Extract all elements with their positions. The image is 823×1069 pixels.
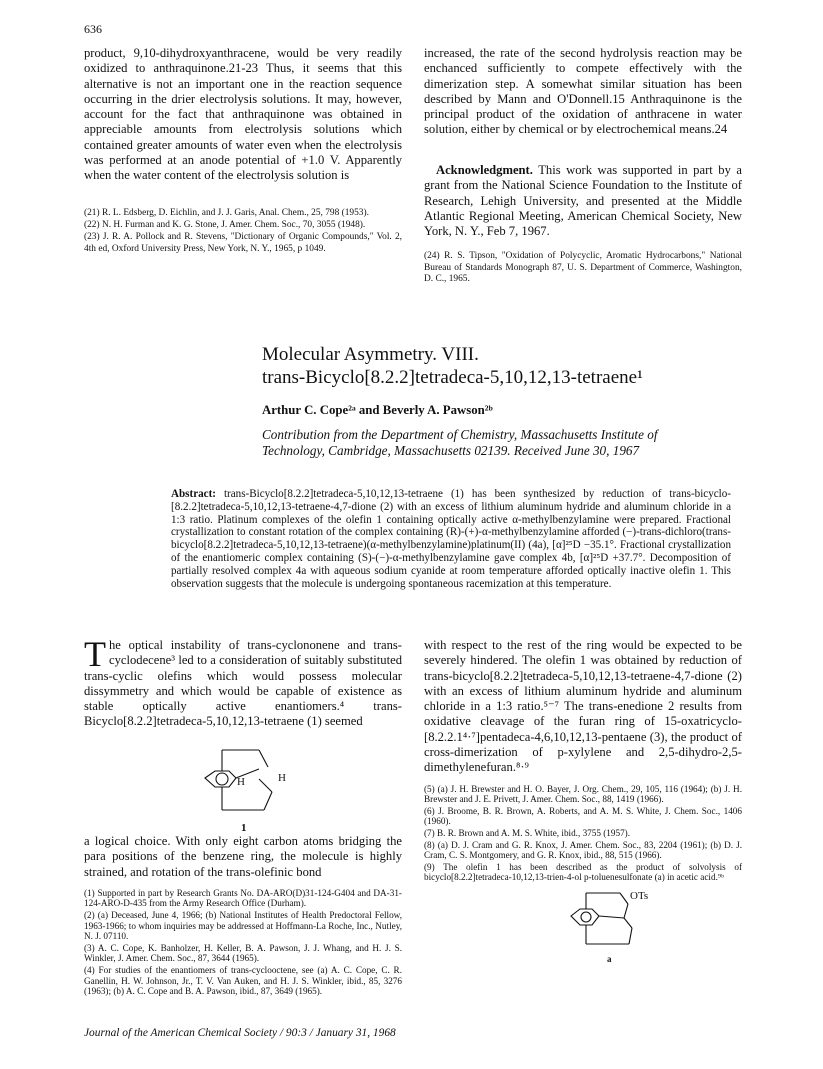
footnote-23: (23) J. R. A. Pollock and R. Stevens, "Dictionary of Organic Compounds," Vol. 2, 4th ed, Oxford University Press, New York, N. Y., 1965, p 1049. [84,232,402,254]
footnotes-5-9 [424,784,742,883]
footnote-6: (6) J. Broome, B. R. Brown, A. Roberts, and A. M. S. White, J. Chem. Soc., 1406 (1960). [424,805,742,827]
affiliation-line1: Contribution from the Department of Chemistry, Massachusetts Institute of [262,427,658,442]
continued-paragraph-right: increased, the rate of the second hydrolysis reaction may be enchanced sufficiently to compete effectively with the dimerization step. A somewhat similar situation has been described by Mann and O'Donnell.15 Anthraquinone is the principal product of the oxidation of anthracene in water solution, either by chemical or by electrochemical means.24 [424,46,742,137]
footnotes-1-4 [84,888,402,997]
structure-a [424,884,742,966]
acknowledgment-label: Acknowledgment. [436,163,533,177]
structure-1-h-right: H [278,772,286,784]
intro-text: he optical instability of trans-cyclononene and trans-cyclodecene³ led to a consideration of suitably substituted trans-cyclic olefins which would possess molecular dissymmetry and which would be capable of existence as stable optically active enantiomers.⁴ trans-Bicyclo[8.2.2]tetradeca-5,10,12,13-tetraene (1) seemed [84,638,402,729]
article-title-block [262,343,732,459]
abstract-text: trans-Bicyclo[8.2.2]tetradeca-5,10,12,13-tetraene (1) has been synthesized by reduction of trans-bicyclo-[8.2.2]tetradeca-5,10,12,13-tetraene-4,7-dione (2) with an excess of lithium aluminum hydride and aluminum chloride in a 1:3 ratio. Platinum complexes of the olefin 1 containing optically active α-methylbenzylamine were prepared. Fractional crystallization to constant rotation of the complex containing (R)-(+)-α-methylbenzylamine afforded (−)-trans-dichloro(trans-bicyclo[8.2.2]tetradeca-5,10,12,13-tetraene)(α-methylbenzylamine)platinum(II) (4a), [α]²⁵D −35.1°. Fractional crystallization of the enantiomeric complex containing (S)-(−)-α-methylbenzylamine gave complex 4b, [α]²⁵D +37.7°. Decomposition of partially resolved complex 4a with aqueous sodium cyanide at room temperature afforded optically inactive olefin 1. This observation suggests that the molecule is undergoing spontaneous racemization at this temperature. [171,488,732,590]
structure-1-caption: 1 [241,822,247,834]
abstract [171,488,731,590]
footnote-8: (8) (a) D. J. Cram and G. R. Knox, J. Amer. Chem. Soc., 83, 2204 (1961); (b) D. J. Cram, C. S. Montgomery, and G. R. Knox, ibid., 88, 515 (1966). [424,839,742,861]
footnote-24: (24) R. S. Tipson, "Oxidation of Polycyclic, Aromatic Hydrocarbons," National Bureau of Standards Monograph 87, U. S. Department of Commerce, Washington, D. C., 1965. [424,251,742,284]
body-left-column [84,634,402,998]
structure-a-caption: a [607,954,612,965]
abstract-label: Abstract: [171,488,216,500]
footnote-3: (3) A. C. Cope, K. Banholzer, H. Keller, B. A. Pawson, J. J. Whang, and H. J. S. Winkler, J. Amer. Chem. Soc., 87, 3644 (1965). [84,942,402,964]
article-title-line1: Molecular Asymmetry. VIII. [262,344,479,365]
synthesis-paragraph: with respect to the rest of the ring would be expected to be severely hindered. The olefin 1 was obtained by reduction of trans-bicyclo[8.2.2]tetradeca-5,10,12,13-tetraene-4,7-dione (2) with an excess of lithium aluminum hydride and aluminum chloride in a 1:3 ratio.⁵⁻⁷ The trans-enedione 2 results from oxidative cleavage of the furan ring of 15-oxatricyclo-[8.2.2.1⁴·⁷]pentadeca-4,6,10,12,13-pentaene (3), the product of cross-dimerization of p-xylylene and 2,5-dihydro-2,5-dimethylenefuran.⁸·⁹ [424,638,742,775]
footnote-1: (1) Supported in part by Research Grants No. DA-ARO(D)31-124-G404 and DA-31-124-ARO-D-435 from the Army Research Office (Durham). [84,887,402,909]
footnote-9: (9) The olefin 1 has been described as the product of solvolysis of bicyclo[8.2.2]tetradeca-10,12,13-trien-4-ol p-toluenesulfonate (a) in acetic acid.⁹ᵇ [424,861,742,883]
structure-1 [84,734,402,834]
acknowledgment [424,163,742,239]
top-left-column [84,46,402,256]
footnotes-21-23 [84,208,402,255]
structure-a-ots-label: OTs [630,890,649,903]
drop-cap: T [84,634,106,674]
page-number: 636 [84,22,102,36]
authors: Arthur C. Cope²ᵃ and Beverly A. Pawson²ᵇ [262,403,493,417]
top-right-column [424,46,742,286]
footnote-2: (2) (a) Deceased, June 4, 1966; (b) National Institutes of Health Predoctoral Fellow, 1963-1966; to whom inquiries may be addressed at Hoffmann-La Roche, Inc., Nutley, N. J. 07110. [84,910,402,942]
footnote-22: (22) N. H. Furman and K. G. Stone, J. Amer. Chem. Soc., 70, 3055 (1948). [84,220,366,231]
structure-a-drawing [424,884,742,966]
journal-footer: Journal of the American Chemical Society / 90:3 / January 31, 1968 [84,1027,396,1039]
body-right-column [424,638,742,966]
footnote-5: (5) (a) J. H. Brewster and H. O. Bayer, J. Org. Chem., 29, 105, 116 (1964); (b) J. H. Brewster and J. E. Privett, J. Amer. Chem. Soc., 88, 1419 (1966). [424,783,742,805]
article-title-line2: trans-Bicyclo[8.2.2]tetradeca-5,10,12,13-tetraene¹ [262,367,643,388]
acknowledgment-text: This work was supported in part by a grant from the National Science Foundation to the Institute of Research, Lehigh University, and presented at the Middle Atlantic Regional Meeting, American Chemical Society, New York, N. Y., Feb 7, 1967. [424,163,743,239]
affiliation-line2: Technology, Cambridge, Massachusetts 02139. Received June 30, 1967 [262,443,640,458]
structure-1-h-left: H [237,776,245,788]
footnote-4: (4) For studies of the enantiomers of trans-cyclooctene, see (a) A. C. Cope, C. R. Ganellin, H. W. Johnson, Jr., T. V. Van Auken, and H. J. S. Winkler, ibid., 85, 3276 (1963); (b) A. C. Cope and B. A. Pawson, ibid., 87, 3649 (1965). [84,965,402,997]
logical-choice-paragraph: a logical choice. With only eight carbon atoms bridging the para positions of the benzene ring, the molecule is highly strained, and rotation of the trans-olefinic bond [84,834,402,879]
continued-paragraph-left: product, 9,10-dihydroxyanthracene, would be very readily oxidized to anthraquinone.21-23 Thus, it seems that this alternative is not an important one in the reaction sequence occurring in the drier electrolysis solutions. It may, however, account for the fact that anthraquinone was obtained in appreciable amounts from electrolysis solutions which contained greater amounts of water even when the electrolysis was performed at an anode potential of +1.0 V. Apparently when the water content of the electrolysis solution is [84,46,402,183]
structure-1-drawing [84,734,402,834]
footnote-7: (7) B. R. Brown and A. M. S. White, ibid., 3755 (1957). [424,828,631,839]
intro-paragraph [84,634,402,734]
footnote-21: (21) R. L. Edsberg, D. Eichlin, and J. J. Garis, Anal. Chem., 25, 798 (1953). [84,208,369,218]
